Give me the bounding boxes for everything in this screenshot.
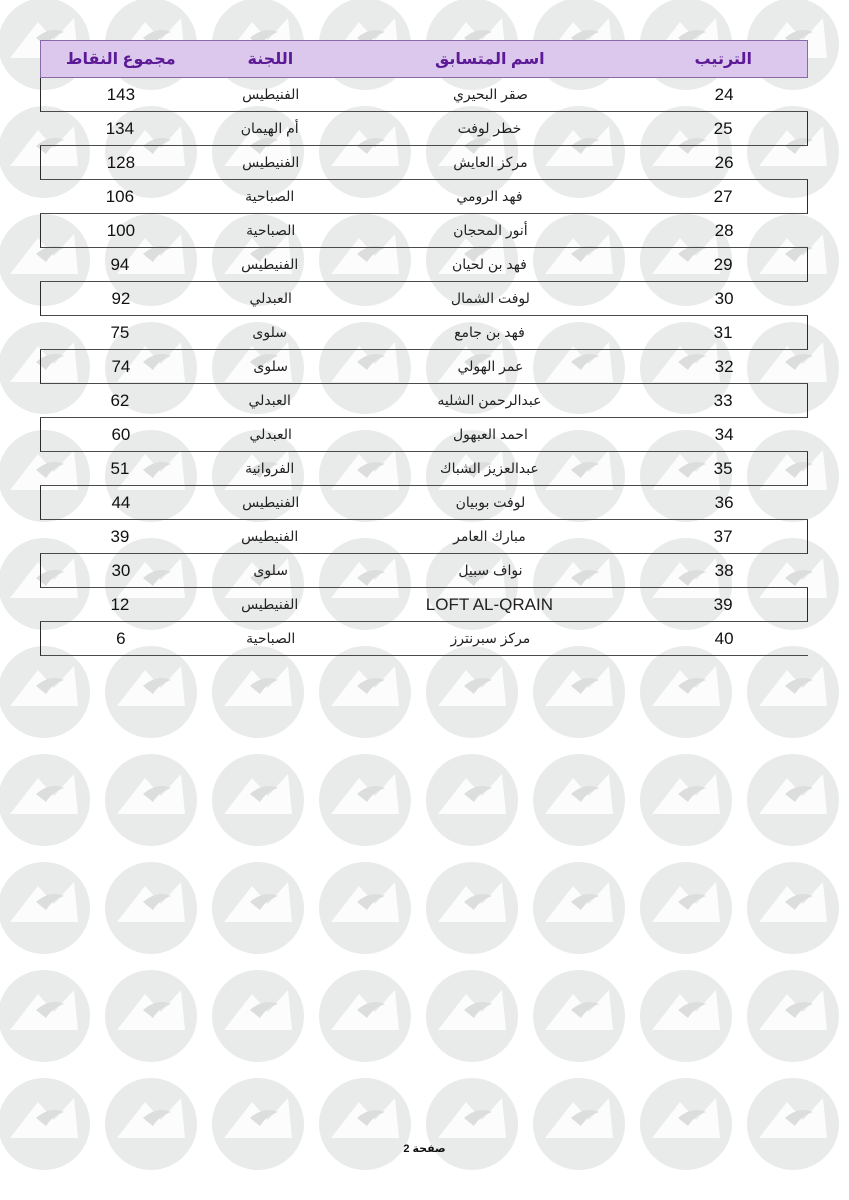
watermark-logo bbox=[747, 1078, 839, 1170]
table-body bbox=[40, 78, 808, 656]
name-cell: صقر البحيري bbox=[452, 86, 528, 102]
name-cell: احمد العبهول bbox=[452, 426, 528, 442]
results-table bbox=[40, 40, 808, 656]
team-cell: العبدلي bbox=[248, 392, 291, 408]
name-cell: مركز العايش bbox=[453, 154, 528, 170]
table-row bbox=[40, 384, 808, 418]
watermark-logo bbox=[426, 970, 518, 1062]
page-number: صفحة 2 bbox=[403, 1143, 446, 1155]
rank-cell: 33 bbox=[713, 390, 733, 410]
points-cell: 12 bbox=[110, 594, 130, 614]
table-row bbox=[40, 78, 808, 112]
team-cell: الفنيطيس bbox=[241, 596, 299, 612]
watermark-logo bbox=[533, 1078, 625, 1170]
watermark-logo bbox=[212, 862, 304, 954]
table-row bbox=[40, 554, 808, 588]
points-cell: 134 bbox=[105, 118, 135, 138]
watermark-logo bbox=[747, 970, 839, 1062]
rank-cell: 30 bbox=[714, 288, 734, 308]
team-cell: الفنيطيس bbox=[242, 154, 300, 170]
table-row bbox=[40, 520, 808, 554]
rank-cell: 25 bbox=[713, 118, 733, 138]
table-row bbox=[40, 350, 808, 384]
watermark-logo bbox=[105, 646, 197, 738]
watermark-logo bbox=[426, 646, 518, 738]
name-cell: أنور المحجان bbox=[453, 222, 528, 238]
team-cell: العبدلي bbox=[249, 426, 292, 442]
watermark-logo bbox=[426, 862, 518, 954]
rank-cell: 38 bbox=[714, 560, 734, 580]
name-cell: لوفت بوبيان bbox=[455, 494, 526, 510]
watermark-logo bbox=[0, 1078, 90, 1170]
points-cell: 143 bbox=[106, 84, 136, 104]
points-cell: 74 bbox=[111, 356, 131, 376]
table-row bbox=[40, 316, 808, 350]
team-cell: الصباحية bbox=[246, 222, 296, 238]
name-cell: عبدالعزيز الشباك bbox=[440, 460, 539, 476]
name-cell: فهد الرومي bbox=[456, 188, 523, 204]
header-rank: الترتيب bbox=[694, 51, 752, 68]
table-row bbox=[40, 146, 808, 180]
name-cell: فهد بن جامع bbox=[454, 324, 525, 340]
watermark-logo bbox=[533, 970, 625, 1062]
name-cell: خطر لوفت bbox=[457, 120, 522, 136]
watermark-logo bbox=[105, 862, 197, 954]
name-cell: نواف سبيل bbox=[458, 562, 523, 578]
team-cell: الصباحية bbox=[246, 630, 296, 646]
watermark-logo bbox=[319, 862, 411, 954]
points-cell: 30 bbox=[111, 560, 131, 580]
rank-cell: 32 bbox=[714, 356, 734, 376]
table-row bbox=[40, 248, 808, 282]
points-cell: 62 bbox=[110, 390, 130, 410]
table-row bbox=[40, 452, 808, 486]
points-cell: 92 bbox=[111, 288, 131, 308]
rank-cell: 26 bbox=[714, 152, 734, 172]
watermark-logo bbox=[640, 862, 732, 954]
watermark-logo bbox=[319, 1078, 411, 1170]
rank-cell: 37 bbox=[713, 526, 733, 546]
watermark-logo bbox=[533, 754, 625, 846]
name-cell: عمر الهولي bbox=[457, 358, 524, 374]
table-row bbox=[40, 588, 808, 622]
team-cell: أم الهيمان bbox=[240, 120, 299, 136]
team-cell: سلوى bbox=[253, 562, 288, 578]
watermark-logo bbox=[105, 754, 197, 846]
rank-cell: 35 bbox=[713, 458, 733, 478]
watermark-logo bbox=[426, 754, 518, 846]
team-cell: الفنيطيس bbox=[242, 86, 300, 102]
watermark-logo bbox=[747, 862, 839, 954]
table-row bbox=[40, 214, 808, 248]
table-header bbox=[40, 40, 808, 78]
watermark-logo bbox=[212, 970, 304, 1062]
rank-cell: 34 bbox=[714, 424, 734, 444]
watermark-logo bbox=[0, 754, 90, 846]
watermark-logo bbox=[212, 646, 304, 738]
team-cell: الفنيطيس bbox=[241, 256, 299, 272]
name-cell: عبدالرحمن الشليه bbox=[437, 392, 542, 408]
watermark-logo bbox=[212, 1078, 304, 1170]
rank-cell: 27 bbox=[713, 186, 733, 206]
header-team: اللجنة bbox=[247, 51, 294, 68]
table-row bbox=[40, 112, 808, 146]
team-cell: الفنيطيس bbox=[241, 528, 299, 544]
watermark-logo bbox=[105, 1078, 197, 1170]
watermark-logo bbox=[212, 754, 304, 846]
watermark-logo bbox=[640, 646, 732, 738]
watermark-logo bbox=[426, 1078, 518, 1170]
watermark-logo bbox=[533, 862, 625, 954]
watermark-logo bbox=[319, 970, 411, 1062]
watermark-logo bbox=[319, 754, 411, 846]
team-cell: الصباحية bbox=[245, 188, 295, 204]
rank-cell: 39 bbox=[713, 594, 733, 614]
header-points: مجموع النقاط bbox=[65, 51, 176, 68]
points-cell: 106 bbox=[105, 186, 135, 206]
points-cell: 94 bbox=[110, 254, 130, 274]
points-cell: 6 bbox=[116, 628, 126, 648]
team-cell: الفروانية bbox=[245, 460, 295, 476]
team-cell: العبدلي bbox=[249, 290, 292, 306]
watermark-logo bbox=[0, 646, 90, 738]
table-row bbox=[40, 418, 808, 452]
team-cell: الفنيطيس bbox=[242, 494, 300, 510]
table-row bbox=[40, 180, 808, 214]
points-cell: 128 bbox=[106, 152, 136, 172]
rank-cell: 28 bbox=[714, 220, 734, 240]
rank-cell: 29 bbox=[713, 254, 733, 274]
watermark-logo bbox=[640, 1078, 732, 1170]
header-name: اسم المتسابق bbox=[434, 51, 545, 68]
name-cell: فهد بن لحيان bbox=[451, 256, 527, 272]
points-cell: 51 bbox=[110, 458, 130, 478]
team-cell: سلوى bbox=[252, 324, 287, 340]
rank-cell: 31 bbox=[713, 322, 733, 342]
points-cell: 39 bbox=[110, 526, 130, 546]
name-cell: LOFT AL-QRAIN bbox=[425, 594, 554, 614]
watermark-logo bbox=[0, 970, 90, 1062]
table-row bbox=[40, 282, 808, 316]
rank-cell: 36 bbox=[714, 492, 734, 512]
watermark-logo bbox=[640, 970, 732, 1062]
points-cell: 100 bbox=[106, 220, 136, 240]
team-cell: سلوى bbox=[253, 358, 288, 374]
watermark-logo bbox=[319, 646, 411, 738]
rank-cell: 40 bbox=[714, 628, 734, 648]
rank-cell: 24 bbox=[714, 84, 734, 104]
watermark-logo bbox=[747, 646, 839, 738]
watermark-logo bbox=[105, 970, 197, 1062]
watermark-logo bbox=[640, 754, 732, 846]
table-row bbox=[40, 486, 808, 520]
watermark-logo bbox=[533, 646, 625, 738]
name-cell: لوفت الشمال bbox=[450, 290, 530, 306]
name-cell: مركز سبرنترز bbox=[450, 630, 531, 646]
table-row bbox=[40, 622, 808, 656]
name-cell: مبارك العامر bbox=[453, 528, 526, 544]
points-cell: 75 bbox=[110, 322, 130, 342]
points-cell: 60 bbox=[111, 424, 131, 444]
points-cell: 44 bbox=[111, 492, 131, 512]
watermark-logo bbox=[0, 862, 90, 954]
watermark-logo bbox=[747, 754, 839, 846]
